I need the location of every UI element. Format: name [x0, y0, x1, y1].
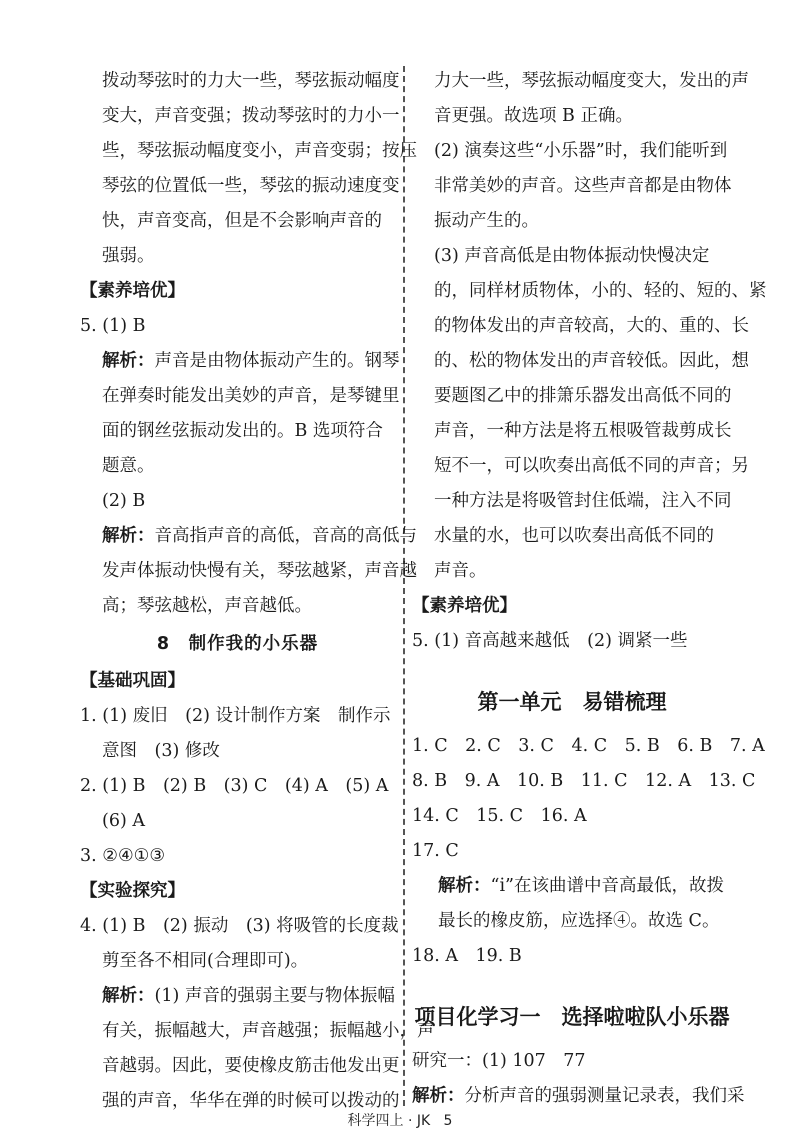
text-line: 音更强。故选项 B 正确。: [434, 106, 633, 126]
text-line: 声音，一种方法是将五根吸管裁剪成长: [434, 421, 732, 441]
analysis-label: 解析：: [102, 526, 155, 546]
analysis-label: 解析：: [102, 351, 155, 371]
analysis-text: “i̇”在该曲谱中音高最低，故拨: [490, 876, 724, 896]
lesson-title: 8 制作我的小乐器: [156, 634, 319, 654]
answer-row: 18. A 19. B: [412, 946, 522, 966]
answer-q5: 5. (1) 音高越来越低 (2) 调紧一些: [412, 631, 688, 651]
text-line: 高；琴弦越松，声音越低。: [102, 596, 312, 616]
analysis-text: (1) 声音的强弱主要与物体振幅: [154, 986, 395, 1006]
text-line: 水量的水，也可以吹奏出高低不同的: [434, 526, 714, 546]
text-line: 最长的橡皮筋，应选择④。故选 C。: [438, 911, 720, 931]
page-number: 5: [443, 1113, 453, 1129]
answer-q3: 3. ②④①③: [80, 846, 166, 866]
text-line: 些，琴弦振动幅度变小，声音变弱；按压: [102, 141, 417, 161]
text-line: 有关，振幅越大，声音越强；振幅越小，声: [102, 1021, 435, 1041]
analysis-label: 解析：: [438, 876, 491, 896]
answer-row: 14. C 15. C 16. A: [412, 806, 587, 826]
project-title: 项目化学习一 选择啦啦队小乐器: [414, 1005, 730, 1029]
text-line: 琴弦的位置低一些，琴弦的振动速度变: [102, 176, 400, 196]
text-line: 振动产生的。: [434, 211, 539, 231]
unit-title: 第一单元 易错梳理: [477, 690, 667, 714]
text-line: 的物体发出的声音较高，大的、重的、长: [434, 316, 749, 336]
text-line: 变大，声音变强；拨动琴弦时的力小一: [102, 106, 400, 126]
text-line: 要题图乙中的排箫乐器发出高低不同的: [434, 386, 732, 406]
analysis-research: [412, 1079, 745, 1114]
answer-q5-1: 5. (1) B: [80, 316, 146, 336]
text-line: 快，声音变高，但是不会影响声音的: [102, 211, 382, 231]
section-header-shiyan: 【实验探究】: [80, 881, 185, 901]
text-line: 一种方法是将吸管封住低端，注入不同: [434, 491, 732, 511]
analysis-q17: [412, 869, 732, 904]
answer-q4-cont: 剪至各不相同(合理即可)。: [102, 951, 309, 971]
answer-q2-cont: (6) A: [102, 811, 145, 831]
answer-q1-cont: 意图 (3) 修改: [102, 741, 220, 761]
answer-row: 17. C: [412, 841, 459, 861]
text-line: 的、松的物体发出的声音较低。因此，想: [434, 351, 749, 371]
analysis-label: 解析：: [412, 1086, 465, 1106]
text-line: (2) 演奏这些“小乐器”时，我们能听到: [434, 141, 728, 161]
answer-q2: 2. (1) B (2) B (3) C (4) A (5) A: [80, 776, 389, 796]
analysis-q5-2: [80, 519, 417, 554]
section-header-jichu: 【基础巩固】: [80, 671, 185, 691]
text-line: 音越弱。因此，要使橡皮筋击他发出更: [102, 1056, 400, 1076]
answer-row: 1. C 2. C 3. C 4. C 5. B 6. B 7. A: [412, 736, 765, 756]
text-line: 强弱。: [102, 246, 155, 266]
text-line: 拨动琴弦时的力大一些，琴弦振动幅度: [102, 71, 400, 91]
text-line: 短不一，可以吹奏出高低不同的声音；另: [434, 456, 749, 476]
analysis-q4: [80, 979, 395, 1014]
text-line: 声音。: [434, 561, 487, 581]
text-line: 强的声音，华华在弹的时候可以拨动的: [102, 1091, 400, 1111]
section-header-suyang: 【素养培优】: [412, 596, 517, 616]
answer-q5-2: (2) B: [102, 491, 146, 511]
research-line: 研究一：(1) 107 77: [412, 1051, 586, 1071]
left-column: [80, 64, 435, 1119]
section-header-suyang: 【素养培优】: [80, 281, 185, 301]
answer-row: 8. B 9. A 10. B 11. C 12. A 13. C: [412, 771, 756, 791]
answer-q4: 4. (1) B (2) 振动 (3) 将吸管的长度裁: [80, 916, 399, 936]
text-line: 的，同样材质物体，小的、轻的、短的、紧: [434, 281, 767, 301]
text-line: 力大一些，琴弦振动幅度变大，发出的声: [434, 71, 749, 91]
analysis-label: 解析：: [102, 986, 155, 1006]
footer-label: 科学四上 · JK: [347, 1113, 431, 1129]
analysis-text: 声音是由物体振动产生的。钢琴: [154, 351, 400, 371]
text-line: 题意。: [102, 456, 155, 476]
analysis-q5-1: [80, 344, 400, 379]
text-line: 面的钢丝弦振动发出的。B 选项符合: [102, 421, 383, 441]
text-line: 发声体振动快慢有关，琴弦越紧，声音越: [102, 561, 417, 581]
text-line: 非常美妙的声音。这些声音都是由物体: [434, 176, 732, 196]
page-footer: [0, 1110, 800, 1130]
text-line: 在弹奏时能发出美妙的声音，是琴键里: [102, 386, 400, 406]
analysis-text: 音高指声音的高低，音高的高低与: [154, 526, 417, 546]
analysis-text: 分析声音的强弱测量记录表，我们采: [464, 1086, 745, 1106]
right-column: [412, 64, 767, 1114]
answer-q1: 1. (1) 废旧 (2) 设计制作方案 制作示: [80, 706, 391, 726]
text-line: (3) 声音高低是由物体振动快慢决定: [434, 246, 710, 266]
